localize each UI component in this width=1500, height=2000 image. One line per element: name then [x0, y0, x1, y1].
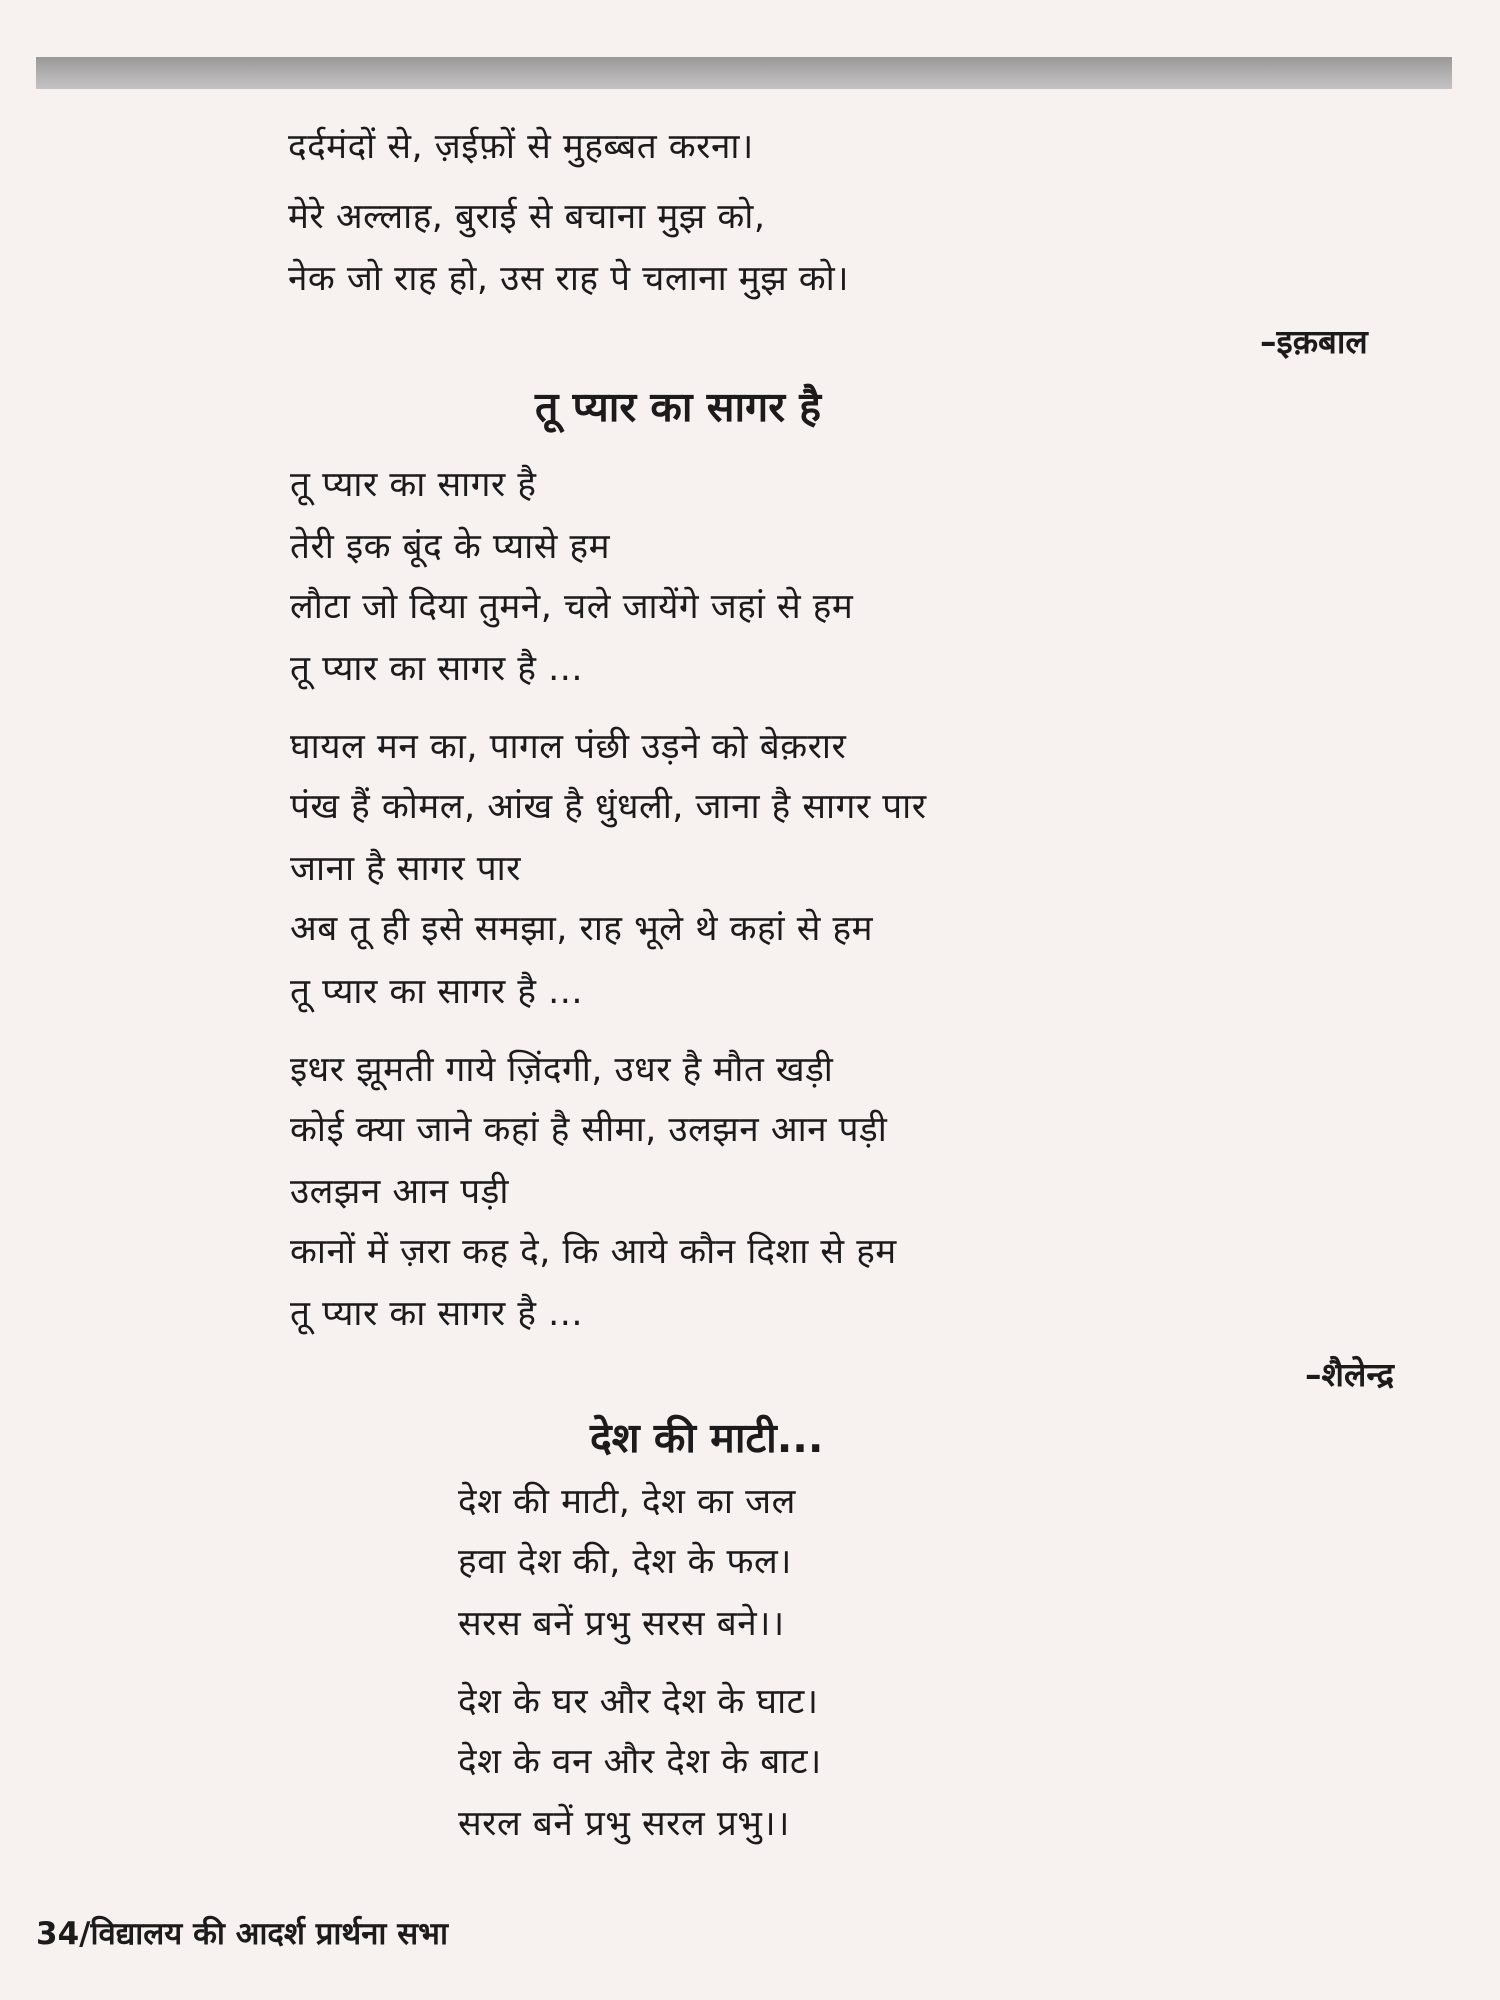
- verse-line: देश के वन और देश के बाट।: [458, 1742, 822, 1782]
- verse-line: हवा देश की, देश के फल।: [458, 1542, 792, 1582]
- attribution: –शैलेन्द्र: [1305, 1355, 1395, 1394]
- verse-line: तेरी इक बूंद के प्यासे हम: [290, 527, 611, 567]
- verse-line: कोई क्या जाने कहां है सीमा, उलझन आन पड़ी: [290, 1110, 888, 1150]
- verse-line: अब तू ही इसे समझा, राह भूले थे कहां से हम: [290, 909, 874, 949]
- verse-line: इधर झूमती गाये ज़िंदगी, उधर है मौत खड़ी: [290, 1050, 834, 1090]
- verse-line: देश के घर और देश के घाट।: [458, 1682, 819, 1722]
- verse-line: देश की माटी, देश का जल: [458, 1482, 796, 1522]
- verse-line: मेरे अल्लाह, बुराई से बचाना मुझ को,: [288, 197, 766, 237]
- verse-line: तू प्यार का सागर है ...: [290, 649, 583, 689]
- verse-line: लौटा जो दिया तुमने, चले जायेंगे जहां से हम: [290, 587, 854, 627]
- poem-title: तू प्यार का सागर है: [535, 383, 822, 431]
- verse-line: उलझन आन पड़ी: [290, 1172, 509, 1212]
- attribution: –इक़बाल: [1260, 322, 1368, 361]
- verse-line: तू प्यार का सागर है ...: [290, 972, 583, 1012]
- verse-line: तू प्यार का सागर है ...: [290, 1294, 583, 1334]
- verse-line: पंख हैं कोमल, आंख है धुंधली, जाना है सागर पार: [290, 787, 927, 827]
- verse-line: तू प्यार का सागर है: [290, 465, 537, 505]
- verse-line: जाना है सागर पार: [290, 849, 521, 889]
- verse-line: सरस बनें प्रभु सरस बने।।: [458, 1604, 785, 1644]
- page-footer: 34/विद्यालय की आदर्श प्रार्थना सभा: [36, 1916, 449, 1952]
- header-rule: [36, 57, 1452, 89]
- verse-line: घायल मन का, पागल पंछी उड़ने को बेक़रार: [290, 727, 847, 767]
- verse-line: सरल बनें प्रभु सरल प्रभु।।: [458, 1804, 790, 1844]
- poem-title: देश की माटी...: [590, 1414, 824, 1462]
- verse-line: दर्दमंदों से, ज़ईफ़ों से मुहब्बत करना।: [288, 127, 754, 167]
- verse-line: कानों में ज़रा कह दे, कि आये कौन दिशा से हम: [290, 1232, 897, 1272]
- verse-line: नेक जो राह हो, उस राह पे चलाना मुझ को।: [288, 259, 850, 299]
